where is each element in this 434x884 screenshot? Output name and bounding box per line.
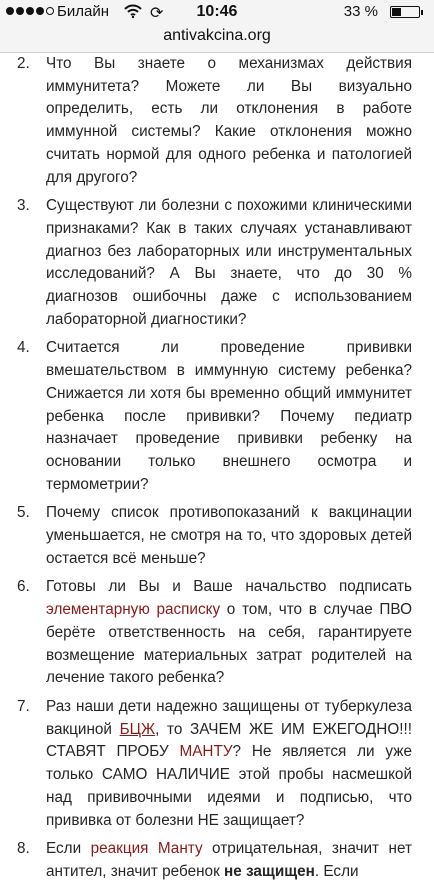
battery-nub bbox=[421, 10, 423, 15]
text-fragment: отрицательная, значит нет антител, значит ребенок bbox=[46, 840, 412, 880]
sync-icon: ⟳ bbox=[150, 5, 164, 22]
item-number: 7. bbox=[17, 697, 30, 715]
list-item bbox=[17, 576, 412, 690]
bold-text: не защищен bbox=[224, 862, 315, 880]
text-fragment: Если bbox=[46, 840, 91, 858]
carrier-name: Билайн bbox=[57, 3, 109, 20]
mantoux-link[interactable]: МАНТУ bbox=[179, 743, 233, 761]
list-item bbox=[17, 502, 412, 570]
item-text: Что Вы знаете о механизмах действия иммунитета? Можете ли Вы визуально определить, есть ли отклонения в работе иммунной системы? Какие отклонения можно считать нормой для одного ребенка и патологией для другого? bbox=[46, 55, 412, 186]
item-number: 2. bbox=[17, 55, 30, 72]
text-fragment: о том, что в случае ПВО берёте ответственность на себя, гарантируете возмещение материальных затрат родителей на лечение такого ребенка? bbox=[46, 601, 412, 687]
battery-fill bbox=[392, 8, 401, 16]
status-bar bbox=[0, 0, 434, 24]
list-item bbox=[17, 195, 412, 331]
article-content bbox=[0, 53, 434, 880]
item-text: Почему список противопоказаний к вакцинации уменьшается, не смотря на то, что здоровых детей остается всё меньше? bbox=[46, 504, 412, 567]
bcg-link[interactable]: БЦЖ bbox=[119, 720, 156, 738]
list-item bbox=[17, 838, 412, 883]
item-text bbox=[46, 576, 412, 690]
address-bar[interactable] bbox=[0, 24, 434, 53]
text-fragment: Готовы ли Вы и Ваше начальство подписать bbox=[46, 578, 412, 596]
url-domain[interactable]: antivakcina.org bbox=[163, 27, 271, 44]
text-fragment: ? Не является ли уже только САМО НАЛИЧИЕ этой пробы насмешкой над прививочными идеями и подписью, что прививка от болезни НЕ защищает? bbox=[46, 743, 412, 829]
text-fragment: Раз наши дети надежно защищены от туберкулеза вакциной bbox=[46, 697, 412, 738]
item-text bbox=[46, 838, 412, 883]
item-number: 4. bbox=[17, 339, 30, 357]
item-number: 6. bbox=[17, 578, 30, 596]
question-list bbox=[0, 53, 434, 884]
item-number: 8. bbox=[17, 840, 30, 858]
item-text: Существуют ли болезни с похожими клиническими признаками? Как в таких случаях устанавливают диагноз без лабораторных или инструментальных исследований? А Вы знаете, что до 30 % диагнозов ошибочны даже с использованием лабораторной диагностики? bbox=[46, 197, 412, 328]
text-fragment: , то ЗАЧЕМ ЖЕ ИМ ЕЖЕГОДНО!!! СТАВЯТ ПРОБУ bbox=[46, 720, 412, 761]
item-number: 3. bbox=[17, 197, 30, 215]
item-text bbox=[46, 696, 412, 832]
clock: 10:46 bbox=[196, 3, 238, 20]
mantoux-reaction-link[interactable]: реакция Манту bbox=[90, 840, 203, 858]
list-item bbox=[17, 696, 412, 832]
receipt-link[interactable]: элементарную расписку bbox=[46, 601, 221, 619]
item-text: Считается ли проведение прививки вмешательством в иммунную систему ребенка? Снижается ли хотя бы временно общий иммунитет ребенка после прививки? Почему педиатр назначает проведение прививки ребенку на основании только внешнего осмотра и термометрии? bbox=[46, 339, 412, 493]
text-fragment: . Если bbox=[314, 862, 359, 880]
item-number: 5. bbox=[17, 504, 30, 522]
list-item bbox=[17, 337, 412, 496]
battery-percent: 33 % bbox=[343, 3, 378, 20]
list-item bbox=[17, 53, 412, 189]
battery-icon bbox=[390, 6, 420, 18]
